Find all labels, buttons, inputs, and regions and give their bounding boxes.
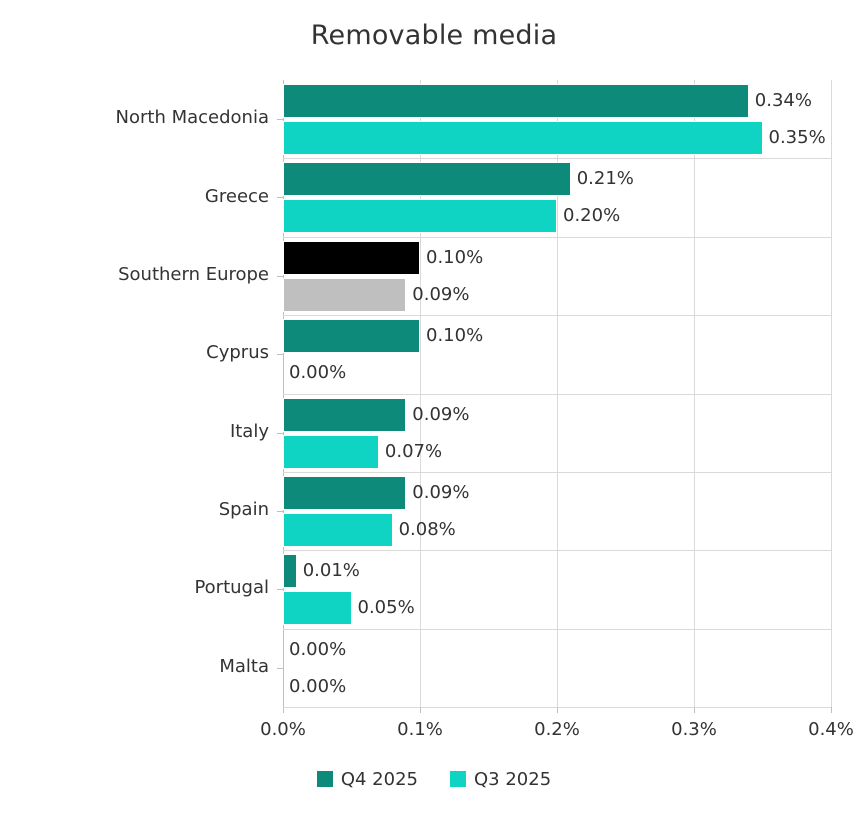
bar[interactable] (283, 398, 406, 432)
legend-label: Q3 2025 (474, 768, 552, 790)
bar-value-label: 0.10% (426, 325, 484, 347)
y-tickmark (277, 276, 283, 277)
plot-area (283, 80, 831, 707)
bar-group (283, 550, 831, 628)
bar[interactable] (283, 435, 379, 469)
bar-value-label: 0.09% (412, 403, 470, 425)
y-axis-category-label: Greece (204, 185, 269, 207)
bar-value-label: 0.34% (754, 90, 812, 111)
y-tickmark (277, 589, 283, 590)
x-tickmark (831, 707, 832, 713)
chart-title: Removable media (310, 20, 558, 51)
bar-value-label: 0.00% (289, 638, 347, 660)
y-tickmark (277, 354, 283, 355)
bar-value-label: 0.10% (426, 246, 484, 268)
bar[interactable] (283, 554, 297, 588)
x-tick-label: 0.2% (534, 719, 580, 740)
y-tickmark (277, 433, 283, 434)
bar[interactable] (283, 476, 406, 510)
legend-swatch-icon (450, 771, 466, 787)
y-axis-category-label: Spain (218, 499, 269, 521)
bar[interactable] (283, 121, 763, 155)
x-gridline (831, 80, 832, 707)
bar[interactable] (283, 513, 393, 547)
bar-group (283, 158, 831, 236)
y-axis-category-label: Southern Europe (118, 263, 269, 285)
bar-value-label: 0.05% (357, 597, 415, 619)
bar[interactable] (283, 319, 420, 353)
y-axis-category-label: Italy (229, 420, 269, 442)
y-tickmark (277, 511, 283, 512)
bar[interactable] (283, 162, 571, 196)
bar-group (283, 472, 831, 550)
y-tickmark (277, 119, 283, 120)
bar-value-label: 0.21% (576, 168, 634, 190)
bar[interactable] (283, 278, 406, 312)
bar-value-label: 0.00% (289, 362, 347, 384)
y-axis-category-label: Portugal (194, 577, 269, 599)
y-tickmark (277, 668, 283, 669)
legend-label: Q4 2025 (340, 768, 418, 790)
x-axis-line (283, 707, 831, 708)
bar-value-label: 0.00% (289, 675, 347, 697)
bar[interactable] (283, 241, 420, 275)
y-axis-category-label: Malta (219, 655, 269, 677)
legend-item[interactable] (317, 769, 418, 790)
bar[interactable] (283, 591, 352, 625)
bar-value-label: 0.08% (398, 518, 456, 540)
x-tick-label: 0.3% (671, 719, 717, 740)
x-tick-label: 0.0% (260, 719, 306, 740)
chart-legend (0, 768, 868, 790)
bar-value-label: 0.07% (384, 440, 443, 462)
bar-group (283, 394, 831, 472)
bar-value-label: 0.20% (563, 205, 621, 227)
bar-value-label: 0.09% (412, 283, 470, 305)
bar[interactable] (283, 84, 749, 118)
bar-value-label: 0.09% (412, 481, 470, 503)
bar-group (283, 80, 831, 158)
bar-group (283, 237, 831, 315)
x-tick-label: 0.4% (808, 719, 854, 740)
legend-item[interactable] (450, 769, 551, 790)
bar-group (283, 629, 831, 707)
bar-group (283, 315, 831, 393)
bar[interactable] (283, 199, 557, 233)
x-tick-label: 0.1% (397, 719, 443, 740)
y-axis-category-label: Cyprus (206, 342, 269, 364)
legend-swatch-icon (317, 771, 333, 787)
y-axis-category-label: North Macedonia (115, 107, 269, 129)
y-tickmark (277, 197, 283, 198)
bar-value-label: 0.01% (302, 560, 360, 582)
bar-value-label: 0.35% (768, 127, 826, 148)
